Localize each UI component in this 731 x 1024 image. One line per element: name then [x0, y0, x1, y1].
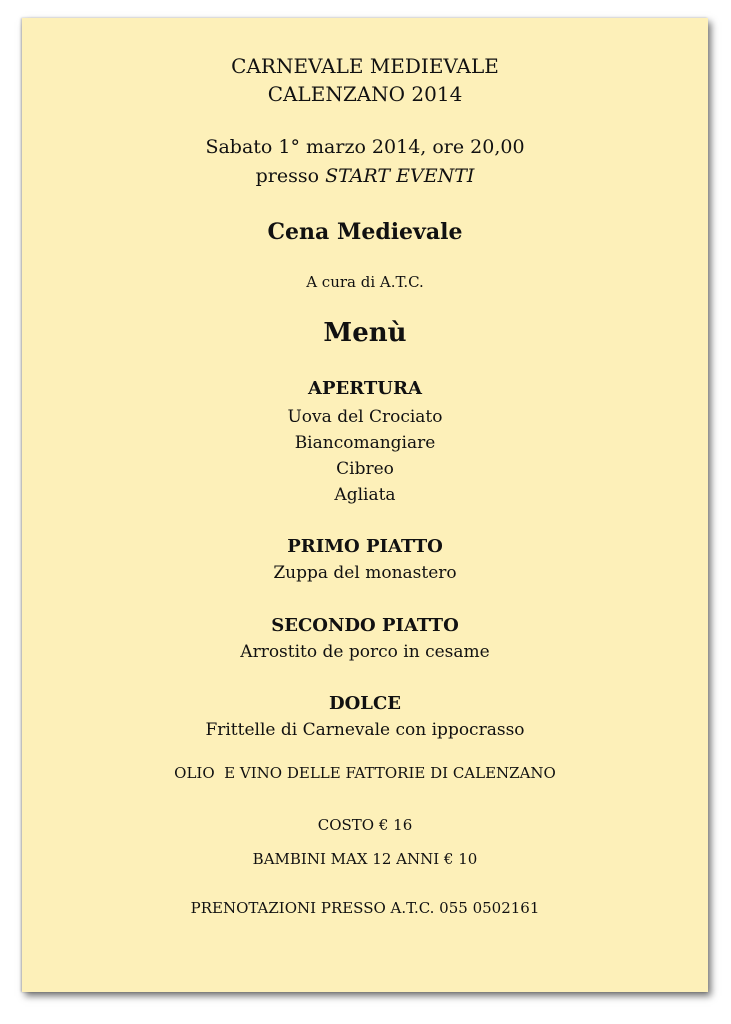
venue-prefix: presso	[255, 165, 326, 187]
organizer: A cura di A.T.C.	[306, 273, 424, 291]
event-title-line1: CARNEVALE MEDIEVALE	[231, 54, 499, 78]
menu-item: Uova del Crociato	[287, 407, 443, 427]
venue-name: START EVENTI	[325, 165, 475, 187]
menu-item: Arrostito de porco in cesame	[240, 642, 490, 662]
event-title-line2: CALENZANO 2014	[267, 82, 463, 106]
section-apertura: APERTURA	[308, 378, 422, 399]
menu-item: Biancomangiare	[294, 433, 436, 453]
menu-item: Cibreo	[336, 459, 394, 479]
booking-info: PRENOTAZIONI PRESSO A.T.C. 055 0502161	[190, 899, 540, 917]
menu-heading: Menù	[323, 318, 407, 348]
children-price: BAMBINI MAX 12 ANNI € 10	[252, 850, 478, 868]
menu-item: Zuppa del monastero	[273, 563, 457, 583]
cost: COSTO € 16	[317, 816, 413, 834]
dinner-title: Cena Medievale	[267, 219, 463, 245]
menu-item: Agliata	[334, 485, 396, 505]
section-primo-piatto: PRIMO PIATTO	[287, 536, 443, 557]
section-dolce: DOLCE	[329, 693, 401, 714]
oil-wine-note: OLIO E VINO DELLE FATTORIE DI CALENZANO	[174, 764, 556, 782]
menu-flyer	[22, 18, 708, 992]
event-date: Sabato 1° marzo 2014, ore 20,00	[205, 136, 525, 158]
menu-item: Frittelle di Carnevale con ippocrasso	[205, 720, 525, 740]
section-secondo-piatto: SECONDO PIATTO	[271, 615, 459, 636]
event-venue	[22, 167, 708, 186]
